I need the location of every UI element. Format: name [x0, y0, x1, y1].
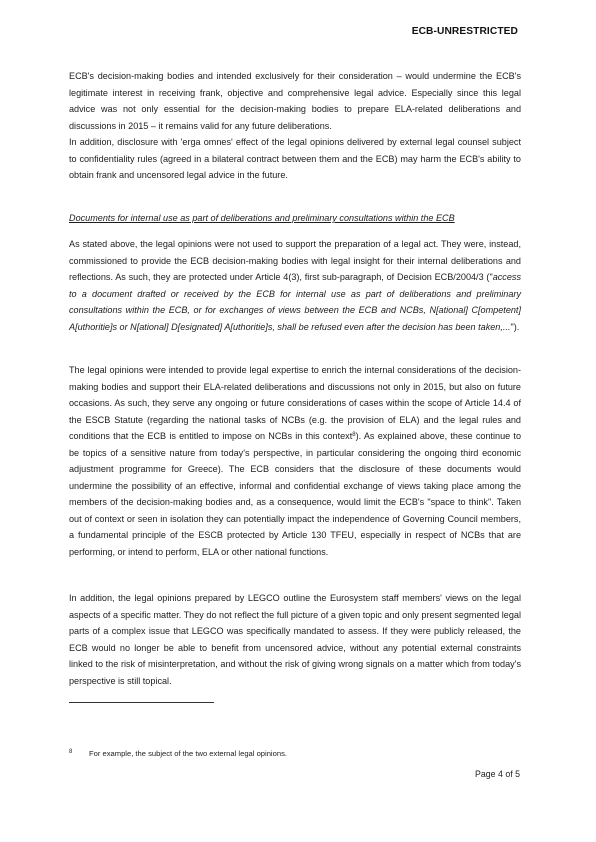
paragraph-legco-opinions — [69, 590, 521, 689]
page-number: Page 4 of 5 — [475, 769, 520, 779]
decision-quote: access to a document drafted or received by the ECB for internal use as part of deliberations and preliminary consultations within the ECB, or for exchanges of views between the ECB and NCBs, N[ational] C[ompetent] A[uthoritie]s or N[ational] D[esignated] A[uthoritie]s, shall be refused even after the decision has been taken,... — [69, 272, 521, 332]
paragraph-expertise-end: ). As explained above, these continue to be topics of a sensitive nature from today's perspective, in particular considering the ongoing third economic adjustment programme for Greece). The ECB considers that the disclosure of these documents would undermine the possibility of an effective, informal and confidential exchange of views taking place among the members of the decision-making bodies and, as a consequence, would limit the ECB's "space to think". Taken out of context or seen in isolation they can potentially impact the independence of Governing Council members, a fundamental principle of the ESCB protected by Article 130 TFEU, especially in respect of NCBs that are performing, or intend to perform, ELA or other national functions. — [69, 431, 521, 557]
paragraph-internal-use-text — [69, 236, 521, 335]
body-section-intro — [69, 68, 521, 184]
footnote-divider — [69, 702, 214, 703]
paragraph-legco-opinions-text: In addition, the legal opinions prepared by LEGCO outline the Eurosystem staff members' views on the legal aspects of a specific matter. They do not reflect the full picture of a given topic and only present segmented legal parts of a complex issue that LEGCO was specifically mandated to assess. If they were publicly released, the ECB would no longer be able to benefit from uncensored advice, without any potential external constraints linked to the risk of misinterpretation, and without the risk of giving wrong signals on a matter which from today's perspective is still topical. — [69, 593, 521, 686]
paragraph-external-counsel: In addition, disclosure with 'erga omnes' effect of the legal opinions delivered by external legal counsel subject to confidentiality rules (agreed in a bilateral contract between them and the ECB) may harm the ECB's ability to obtain frank and uncensored legal advice in the future. — [69, 137, 521, 180]
paragraph-internal-use-start: As stated above, the legal opinions were not used to support the preparation of a legal act. They were, instead, commissioned to provide the ECB decision-making bodies with legal insight for their internal deliberations and reflections. As such, they are protected under Article 4(3), first sub-paragraph, of Decision ECB/2004/3 (" — [69, 239, 521, 282]
paragraph-internal-use — [69, 236, 521, 335]
footnote-reference[interactable]: 8 — [352, 432, 356, 438]
paragraph-expertise — [69, 362, 521, 560]
paragraph-expertise-text — [69, 362, 521, 560]
paragraph-legal-advice-interest: ECB's decision-making bodies and intended exclusively for their consideration – would undermine the ECB's legitimate interest in receiving frank, objective and comprehensive legal advice. Especially since this legal advice was not only essential for the decision-making bodies to prepare ELA-related deliberations and discussions in 2015 – it remains valid for any future deliberations. — [69, 71, 521, 131]
paragraph-internal-use-end: "). — [510, 321, 520, 332]
footnote-number: 8 — [69, 749, 73, 755]
paragraph-expertise-start: The legal opinions were intended to provide legal expertise to enrich the internal considerations of the decision-making bodies and support their ELA-related deliberations and discussions not only in 2015, but also on future occasions. As such, they serve any ongoing or future considerations of cases within the scope of Article 14.4 of the ESCB Statute (regarding the national tasks of NCBs (e.g. the provision of ELA) and the legal rules and conditions that the ECB is entitled to impose on NCBs in this context — [69, 365, 521, 441]
classification-marking: ECB-UNRESTRICTED — [411, 26, 518, 37]
section-heading: Documents for internal use as part of deliberations and preliminary consultations within the ECB — [69, 213, 455, 223]
footnote-text: For example, the subject of the two external legal opinions. — [89, 749, 287, 758]
footnote — [69, 749, 521, 758]
